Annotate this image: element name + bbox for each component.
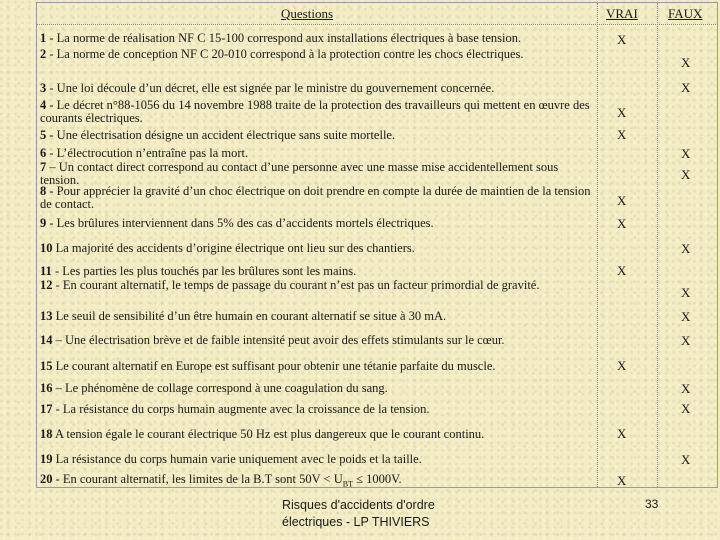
answer-mark-3: X [681, 80, 691, 95]
question-text: En courant alternatif, le temps de passage du courant n’est pas un facteur primordial de gravité. [62, 278, 540, 292]
question-number: 18 [40, 427, 53, 441]
answer-mark-14: X [681, 333, 691, 348]
answer-mark-6: X [681, 146, 691, 161]
question-number: 8 [40, 184, 47, 198]
question-separator: - [46, 216, 57, 230]
page-number: 33 [645, 497, 659, 511]
question-text: Une loi découle d’un décret, elle est signée par le ministre du gouvernement concernée. [56, 81, 495, 95]
answer-mark-20: X [617, 473, 627, 488]
question-text: Pour apprécier la gravité d’un choc électrique on doit prendre en compte la durée de maintien de la tension de contact. [40, 184, 591, 211]
question-2 [40, 48, 596, 61]
answer-mark-15: X [617, 358, 627, 373]
header-faux: FAUX [668, 6, 703, 21]
question-14 [40, 334, 596, 347]
question-8 [40, 185, 596, 211]
question-12 [40, 279, 596, 292]
question-separator: - [52, 472, 63, 486]
question-number: 19 [40, 452, 53, 466]
question-text: La norme de réalisation NF C 15-100 correspond aux installations électriques à base tension. [56, 31, 522, 45]
question-separator: - [46, 146, 57, 160]
question-number: 10 [40, 241, 53, 255]
answer-mark-1: X [617, 32, 627, 47]
question-text: L’électrocution n’entraîne pas la mort. [56, 146, 249, 160]
question-text: Le seuil de sensibilité d’un être humain en courant alternatif se situe à 30 mA. [55, 309, 447, 323]
footer-line-2: électriques - LP THIVIERS [282, 515, 430, 529]
question-9 [40, 217, 596, 230]
question-separator: - [52, 278, 63, 292]
answer-mark-9: X [617, 216, 627, 231]
column-divider [657, 3, 658, 487]
footer [282, 497, 435, 531]
question-subscript: BT [342, 479, 353, 489]
answer-mark-2: X [681, 55, 691, 70]
question-separator: - [52, 402, 63, 416]
question-11 [40, 265, 596, 278]
answer-mark-5: X [617, 127, 627, 142]
answer-mark-7: X [681, 167, 691, 182]
question-text: Une électrisation désigne un accident électrique sans suite mortelle. [56, 128, 396, 142]
question-number: 3 [40, 81, 47, 95]
question-number: 2 [40, 47, 47, 61]
question-text: Le courant alternatif en Europe est suffisant pour obtenir une tétanie parfaite du muscle. [55, 359, 496, 373]
header-vrai: VRAI [606, 6, 638, 21]
question-number: 11 [40, 264, 52, 278]
answer-mark-11: X [617, 263, 627, 278]
question-10 [40, 242, 596, 255]
question-18 [40, 428, 596, 441]
answer-mark-16: X [681, 381, 691, 396]
question-number: 1 [40, 31, 47, 45]
question-15 [40, 360, 596, 373]
question-separator: - [51, 264, 63, 278]
question-text: A tension égale le courant électrique 50 Hz est plus dangereux que le courant continu. [54, 427, 485, 441]
answer-mark-10: X [681, 241, 691, 256]
question-text-end: ≤ 1000V. [352, 472, 402, 486]
question-text: Le décret n°88-1056 du 14 novembre 1988 traite de la protection des travailleurs qui mettent en œuvre des courants électriques. [40, 98, 590, 125]
question-text: Les brûlures interviennent dans 5% des cas d’accidents mortels électriques. [56, 216, 434, 230]
question-number: 6 [40, 146, 47, 160]
question-4 [40, 99, 596, 125]
question-number: 15 [40, 359, 53, 373]
question-number: 4 [40, 98, 47, 112]
question-17 [40, 403, 596, 416]
question-text: La résistance du corps humain augmente avec la croissance de la tension. [62, 402, 430, 416]
question-text: Les parties les plus touchés par les brûlures sont les mains. [62, 264, 357, 278]
question-20 [40, 473, 596, 491]
question-3 [40, 82, 596, 95]
question-number: 7 [40, 160, 47, 174]
question-text: Le phénomène de collage correspond à une coagulation du sang. [65, 381, 388, 395]
question-text: La norme de conception NF C 20-010 correspond à la protection contre les chocs électriques. [56, 47, 524, 61]
question-number: 12 [40, 278, 53, 292]
question-number: 5 [40, 128, 47, 142]
answer-mark-18: X [617, 426, 627, 441]
footer-line-1: Risques d'accidents d'ordre [282, 498, 435, 512]
question-13 [40, 310, 596, 323]
question-5 [40, 129, 596, 142]
question-number: 17 [40, 402, 53, 416]
question-separator: - [46, 128, 57, 142]
question-16 [40, 382, 596, 395]
question-number: 9 [40, 216, 47, 230]
question-number: 20 [40, 472, 53, 486]
question-separator: – [46, 160, 59, 174]
question-text: La résistance du corps humain varie uniquement avec le poids et la taille. [55, 452, 422, 466]
question-6 [40, 147, 596, 160]
question-text: En courant alternatif, les limites de la B.T sont 50V < U [62, 472, 343, 486]
answer-mark-12: X [681, 285, 691, 300]
question-number: 13 [40, 309, 53, 323]
question-19 [40, 453, 596, 466]
column-divider [597, 3, 598, 487]
answer-mark-19: X [681, 452, 691, 467]
question-number: 16 [40, 381, 53, 395]
question-text: Une électrisation brève et de faible intensité peut avoir des effets stimulants sur le cœur. [65, 333, 505, 347]
answer-mark-13: X [681, 309, 691, 324]
question-number: 14 [40, 333, 53, 347]
question-separator: - [46, 31, 57, 45]
question-separator: – [52, 333, 65, 347]
question-separator: – [52, 381, 65, 395]
question-text: Un contact direct correspond au contact d’une personne avec une masse mise accidentellement sous tension. [40, 160, 559, 187]
question-separator: - [46, 98, 57, 112]
header-questions: Questions [281, 6, 333, 21]
header-divider [36, 24, 718, 25]
answer-mark-8: X [617, 193, 627, 208]
question-separator: - [46, 184, 57, 198]
question-separator: - [46, 47, 57, 61]
question-1 [40, 32, 596, 45]
answer-mark-17: X [681, 401, 691, 416]
question-separator: - [46, 81, 57, 95]
answer-mark-4: X [617, 105, 627, 120]
question-text: La majorité des accidents d’origine électrique ont lieu sur des chantiers. [55, 241, 415, 255]
